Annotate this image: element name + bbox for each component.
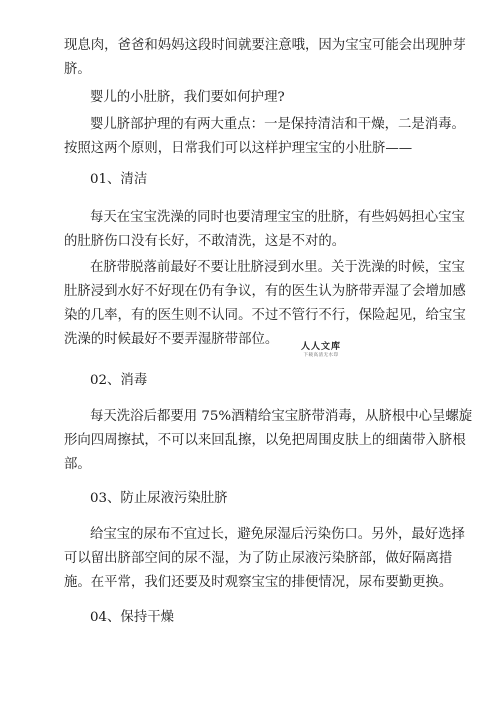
urine-protection-paragraph: [64, 523, 465, 595]
text-line: 按照这两个原则，日常我们可以这样护理宝宝的小肚脐——: [64, 141, 413, 156]
disinfection-paragraph: [64, 405, 473, 477]
section-heading-keep-dry: 04、保持干燥: [90, 610, 174, 625]
intro-paragraph: [64, 34, 466, 82]
text-line: 可以留出脐部空间的尿不湿，为了防止尿液污染脐部，做好隔离措: [64, 551, 453, 566]
watermark-subtitle: 下载高清无水印: [303, 353, 339, 358]
text-line: 部。: [64, 457, 91, 472]
text-line: 在脐带脱落前最好不要让肚脐浸到水里。关于洗澡的时候，宝宝: [90, 260, 465, 275]
text-line: 洗澡的时候最好不要弄湿脐带部位。: [64, 332, 279, 347]
text-line: 形向四周擦拭，不可以来回乱擦，以免把周围皮肤上的细菌带入脐根: [64, 433, 466, 448]
text-line: 施。在平常，我们还要及时观察宝宝的排便情况，尿布要勤更换。: [64, 575, 453, 590]
text-line: 现息肉，爸爸和妈妈这段时间就要注意哦，因为宝宝可能会出现肿芽: [64, 38, 466, 53]
section-heading-urine-protection: 03、防止尿液污染肚脐: [90, 491, 228, 506]
principles-paragraph: [64, 113, 465, 161]
cleaning-paragraph-2: [64, 256, 466, 352]
text-line: 给宝宝的尿布不宜过长，避免尿湿后污染伤口。另外，最好选择: [90, 527, 465, 542]
section-heading-cleaning: 01、清洁: [90, 172, 148, 187]
text-line: 婴儿脐部护理的有两大重点：一是保持清洁和干燥，二是消毒。: [90, 117, 465, 132]
text-line: 每天在宝宝洗澡的同时也要清理宝宝的肚脐，有些妈妈担心宝宝: [90, 210, 465, 225]
text-line: 染的几率，有的医生则不认同。不过不管行不行，保险起见，给宝宝: [64, 308, 466, 323]
text-line: 肚脐浸到水好不好现在仍有争议，有的医生认为脐带弄湿了会增加感: [64, 284, 466, 299]
watermark-title: 人人文库: [300, 342, 341, 352]
section-heading-disinfection: 02、消毒: [90, 373, 148, 388]
text-line: 的肚脐伤口没有长好，不敢清洗，这是不对的。: [64, 234, 346, 249]
watermark-logo: [293, 342, 349, 359]
question-heading: 婴儿的小肚脐，我们要如何护理?: [90, 90, 285, 105]
text-line: 脐。: [64, 62, 91, 77]
cleaning-paragraph-1: [64, 206, 465, 254]
text-line: 每天洗浴后都要用 75%酒精给宝宝脐带消毒，从脐根中心呈螺旋: [90, 409, 473, 424]
